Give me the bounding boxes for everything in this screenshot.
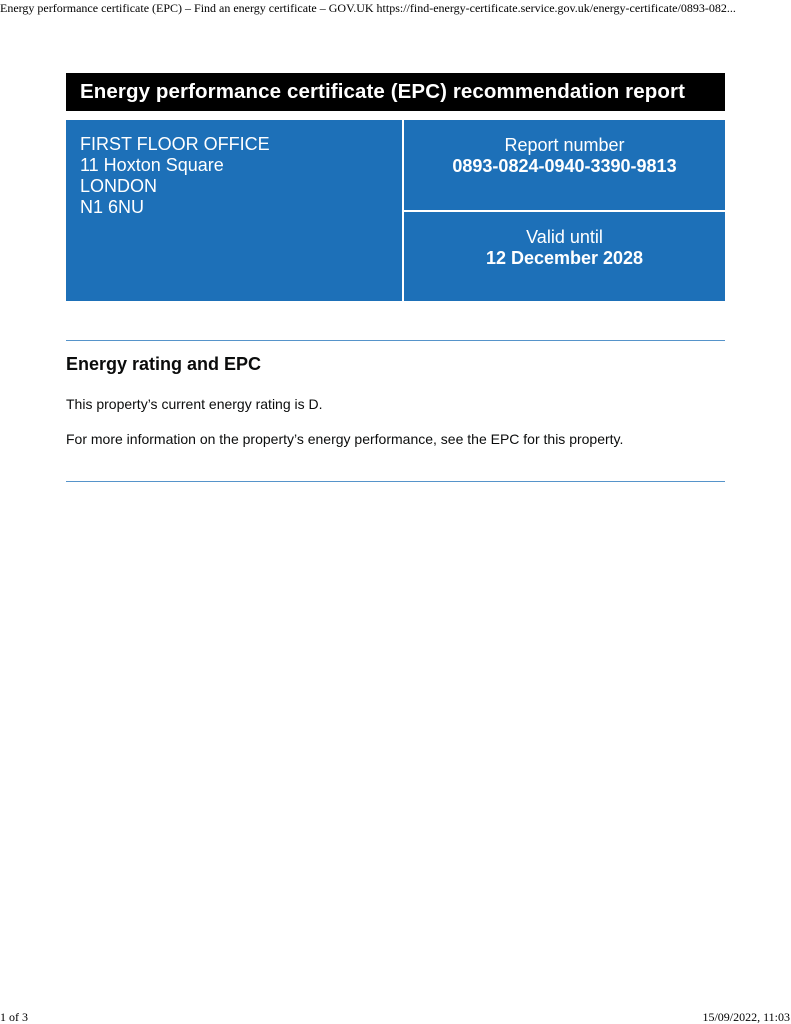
valid-until-box xyxy=(404,212,725,301)
title-bar xyxy=(66,73,725,111)
report-number-label: Report number xyxy=(504,135,625,155)
page-number: 1 of 3 xyxy=(0,1010,28,1024)
address-box xyxy=(66,120,402,301)
energy-rating-heading: Energy rating and EPC xyxy=(66,354,262,374)
report-number-value: 0893-0824-0940-3390-9813 xyxy=(452,156,677,176)
section-divider-top xyxy=(66,340,725,341)
energy-rating-text: This property’s current energy rating is D. xyxy=(66,396,323,412)
section-divider-bottom xyxy=(66,481,725,482)
address-line-3: LONDON xyxy=(80,176,158,196)
page-title: Energy performance certificate (EPC) recommendation report xyxy=(80,80,686,103)
report-number-box xyxy=(404,120,725,210)
address-line-2: 11 Hoxton Square xyxy=(80,155,224,175)
epc-info-text: For more information on the property’s energy performance, see the EPC for this property. xyxy=(66,431,624,447)
address-postcode: N1 6NU xyxy=(80,197,145,217)
print-header: Energy performance certificate (EPC) – Find an energy certificate – GOV.UK https://find-energy-certificate.service.gov.uk/energy-certificate/0893-082... xyxy=(0,1,736,15)
valid-until-value: 12 December 2028 xyxy=(485,248,644,268)
valid-until-label: Valid until xyxy=(526,227,603,247)
print-datetime: 15/09/2022, 11:03 xyxy=(702,1010,790,1024)
address-line-1: FIRST FLOOR OFFICE xyxy=(80,134,270,154)
